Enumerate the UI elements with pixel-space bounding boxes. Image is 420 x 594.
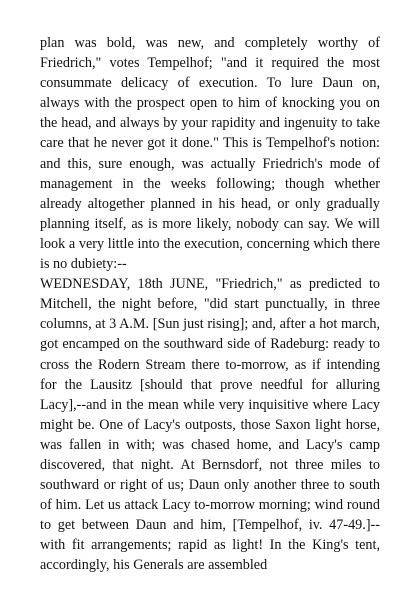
paragraph-wednesday-march: WEDNESDAY, 18th JUNE, "Friedrich," as predicted to Mitchell, the night before, "did start punctually, in three columns, at 3 A.M. [Sun just rising]; and, after a hot march, got encamped on the southward side of Radeburg: ready to cross the Rodern Stream there to-morrow, as if intending for the Lausitz [should that prove needful for alluring Lacy],--and in the mean while very inquisitive where Lacy might be. One of Lacy's outposts, those Saxon light horse, was fallen in with; was chased home, and Lacy's camp discovered, that night. At Bernsdorf, not three miles to southward or right of us; Daun only another three to south of him. Let us attack Lacy to-morrow morning; wind round to get between Daun and him, [Tempelhof, iv. 47-49.]--with fit arrangements; rapid as light! In the King's tent, accordingly, his Generals are assembled bbox=[40, 276, 380, 574]
paragraph-tempelhof-notion: plan was bold, was new, and completely worthy of Friedrich," votes Tempelhof; "and it required the most consummate delicacy of execution. To lure Daun on, always with the prospect open to him of knocking you on the head, and always by your rapidity and ingenuity to take care that he never got it done." This is Tempelhof's notion: and this, sure enough, was actually Friedrich's mode of management in the weeks following; though whether already altogether planned in his head, or only gradually planning itself, as is more likely, nobody can say. We will look a very little into the execution, concerning which there is no dubiety:-- bbox=[40, 35, 380, 273]
document-page bbox=[40, 33, 380, 576]
